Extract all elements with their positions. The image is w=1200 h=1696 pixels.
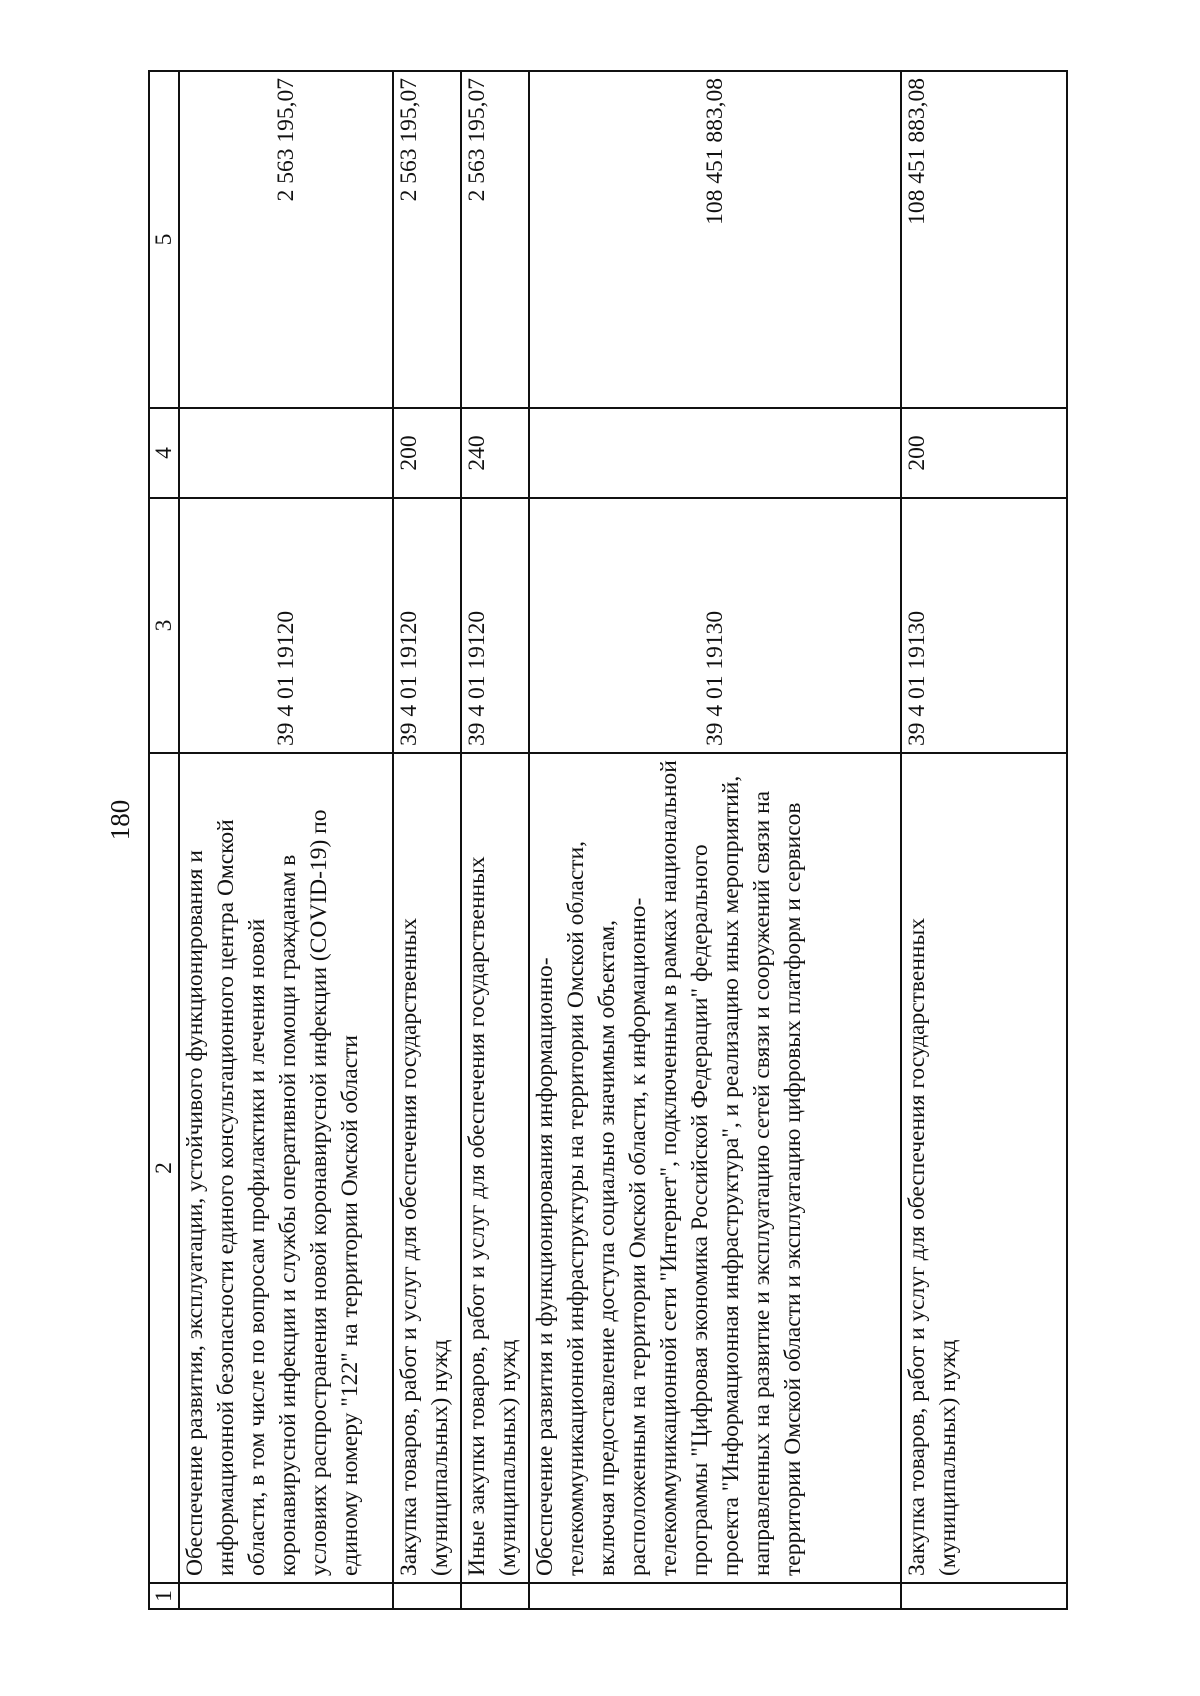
- table-row: [529, 71, 901, 1609]
- page-number: 180: [105, 799, 135, 841]
- table-row: [461, 71, 529, 1609]
- target-code-cell: 39 4 01 19120: [461, 498, 529, 753]
- amount-cell: 108 451 883,08: [529, 71, 901, 408]
- amount-cell: 108 451 883,08: [901, 71, 1067, 408]
- expense-type-cell: [529, 408, 901, 498]
- expense-name-cell: Иные закупки товаров, работ и услуг для обеспечения государственных (муниципальных) нужд: [461, 753, 529, 1583]
- table-row: [901, 71, 1067, 1609]
- column-header: 5: [149, 71, 179, 408]
- table-row: [179, 71, 393, 1609]
- row-number-cell: [529, 1583, 901, 1609]
- expense-name-cell: Закупка товаров, работ и услуг для обеспечения государственных (муниципальных) нужд: [901, 753, 1067, 1583]
- amount-cell: 2 563 195,07: [179, 71, 393, 408]
- column-header: 2: [149, 753, 179, 1583]
- expense-type-cell: 200: [901, 408, 1067, 498]
- rotated-table-canvas: [148, 70, 1068, 1610]
- target-code-cell: 39 4 01 19120: [179, 498, 393, 753]
- amount-cell: 2 563 195,07: [461, 71, 529, 408]
- table-row: [393, 71, 461, 1609]
- column-header: 1: [149, 1583, 179, 1609]
- column-header: 4: [149, 408, 179, 498]
- amount-cell: 2 563 195,07: [393, 71, 461, 408]
- expense-type-cell: 240: [461, 408, 529, 498]
- row-number-cell: [393, 1583, 461, 1609]
- row-number-cell: [461, 1583, 529, 1609]
- expense-name-cell: Закупка товаров, работ и услуг для обеспечения государственных (муниципальных) нужд: [393, 753, 461, 1583]
- target-code-cell: 39 4 01 19120: [393, 498, 461, 753]
- expense-name-cell: Обеспечение развития и функционирования информационно-телекоммуникационной инфраструктуры на территории Омской области, включая предоставление доступа социально значимым объектам, расположенным на территории Омской области, к информационно-телекоммуникационной сети "Интернет", подключенным в рамках национальной программы "Цифровая экономика Российской Федерации" федерального проекта "Информационная инфраструктура", и реализацию иных мероприятий, направленных на развитие и эксплуатацию сетей связи и сооружений связи на территории Омской области и эксплуатацию цифровых платформ и сервисов: [529, 753, 901, 1583]
- expense-type-cell: 200: [393, 408, 461, 498]
- expense-type-cell: [179, 408, 393, 498]
- target-code-cell: 39 4 01 19130: [529, 498, 901, 753]
- row-number-cell: [901, 1583, 1067, 1609]
- column-header: 3: [149, 498, 179, 753]
- target-code-cell: 39 4 01 19130: [901, 498, 1067, 753]
- expense-name-cell: Обеспечение развития, эксплуатации, устойчивого функционирования и информационной безопасности единого консультационного центра Омской области, в том числе по вопросам профилактики и лечения новой коронавирусной инфекции и службы оперативной помощи гражданам в условиях распространения новой коронавирусной инфекции (COVID-19) по единому номеру "122" на территории Омской области: [179, 753, 393, 1583]
- budget-table: [148, 70, 1068, 1610]
- row-number-cell: [179, 1583, 393, 1609]
- table-header-row: [149, 71, 179, 1609]
